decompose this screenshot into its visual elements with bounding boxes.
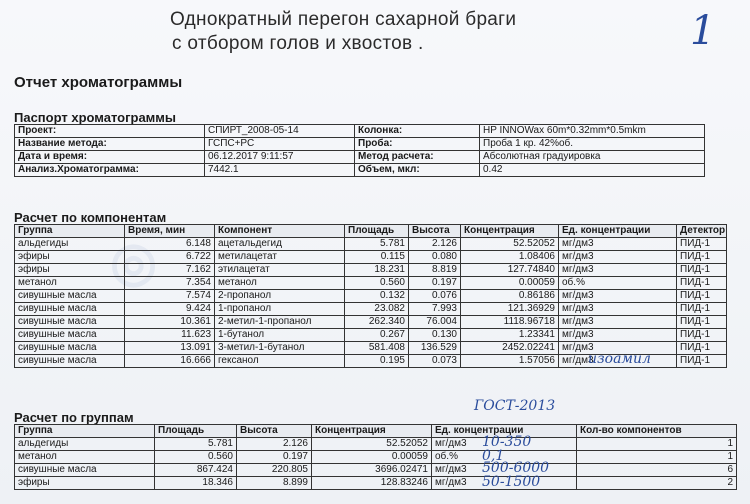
groups-cell: 6 (577, 464, 737, 477)
passport-label: Анализ.Хроматограмма: (15, 164, 205, 177)
components-cell: 127.74840 (461, 264, 559, 277)
components-cell: 1.57056 (461, 355, 559, 368)
components-cell: мг/дм3 (559, 329, 677, 342)
passport-row (15, 164, 705, 177)
components-cell: мг/дм3 (559, 238, 677, 251)
components-cell: 0.267 (345, 329, 409, 342)
components-cell: 262.340 (345, 316, 409, 329)
passport-value: 06.12.2017 9:11:57 (205, 151, 355, 164)
passport-label: Колонка: (355, 125, 480, 138)
components-cell: 1-бутанол (215, 329, 345, 342)
components-cell: ПИД-1 (677, 251, 727, 264)
passport-label: Название метода: (15, 138, 205, 151)
groups-cell: мг/дм3 (432, 477, 577, 490)
passport-label: Дата и время: (15, 151, 205, 164)
components-cell: сивушные масла (15, 342, 125, 355)
components-cell: 0.197 (409, 277, 461, 290)
groups-cell: 18.346 (155, 477, 237, 490)
groups-column-header: Ед. концентрации (432, 425, 577, 438)
components-cell: 0.080 (409, 251, 461, 264)
components-cell: ПИД-1 (677, 316, 727, 329)
components-cell: мг/дм3 (559, 303, 677, 316)
components-cell: мг/дм3 (559, 290, 677, 303)
groups-cell: 1 (577, 438, 737, 451)
groups-cell: 52.52052 (312, 438, 432, 451)
passport-section-title: Паспорт хроматограммы (14, 110, 177, 125)
table-row (15, 290, 727, 303)
components-column-header: Компонент (215, 225, 345, 238)
components-cell: 7.993 (409, 303, 461, 316)
components-cell: 0.130 (409, 329, 461, 342)
passport-value: СПИРТ_2008-05-14 (205, 125, 355, 138)
passport-label: Объем, мкл: (355, 164, 480, 177)
components-cell: мг/дм3 (559, 251, 677, 264)
handwritten-page-number: 1 (690, 8, 716, 54)
components-cell: этилацетат (215, 264, 345, 277)
components-cell: 0.00059 (461, 277, 559, 290)
components-cell: 0.195 (345, 355, 409, 368)
components-cell: 23.082 (345, 303, 409, 316)
components-cell: ПИД-1 (677, 303, 727, 316)
components-cell: 7.354 (125, 277, 215, 290)
handwritten-limit: 10-350 (482, 434, 532, 450)
components-cell: ПИД-1 (677, 342, 727, 355)
table-row (15, 464, 737, 477)
passport-label: Метод расчета: (355, 151, 480, 164)
groups-cell: 1 (577, 451, 737, 464)
components-cell: ПИД-1 (677, 277, 727, 290)
components-cell: 5.781 (345, 238, 409, 251)
groups-cell: 128.83246 (312, 477, 432, 490)
document-title (170, 8, 630, 56)
components-cell: 6.148 (125, 238, 215, 251)
components-column-header: Высота (409, 225, 461, 238)
components-cell: сивушные масла (15, 329, 125, 342)
components-cell: ПИД-1 (677, 355, 727, 368)
components-cell: 581.408 (345, 342, 409, 355)
groups-cell: 2.126 (237, 438, 312, 451)
passport-row (15, 125, 705, 138)
components-cell: 8.819 (409, 264, 461, 277)
groups-section-title: Расчет по группам (14, 410, 134, 425)
watermark-graphic: ◎ (110, 232, 162, 292)
passport-value: ГСПС+РС (205, 138, 355, 151)
groups-table (14, 424, 737, 490)
passport-table (14, 124, 705, 177)
components-cell: ПИД-1 (677, 264, 727, 277)
groups-cell: 8.899 (237, 477, 312, 490)
passport-value: 7442.1 (205, 164, 355, 177)
groups-cell: 0.00059 (312, 451, 432, 464)
components-cell: 0.86186 (461, 290, 559, 303)
groups-cell: 0.197 (237, 451, 312, 464)
components-cell: 11.623 (125, 329, 215, 342)
components-cell: мг/дм3 (559, 316, 677, 329)
components-cell: 1-пропанол (215, 303, 345, 316)
groups-cell: об.% (432, 451, 577, 464)
components-cell: об.% (559, 277, 677, 290)
components-cell: метанол (215, 277, 345, 290)
components-cell: сивушные масла (15, 290, 125, 303)
handwritten-gost-note: ГОСТ-2013 (474, 398, 556, 414)
table-row (15, 329, 727, 342)
components-column-header: Ед. концентрации (559, 225, 677, 238)
components-cell: сивушные масла (15, 316, 125, 329)
passport-value: Проба 1 кр. 42%об. (480, 138, 705, 151)
groups-cell: альдегиды (15, 438, 155, 451)
components-cell: ПИД-1 (677, 329, 727, 342)
groups-cell: эфиры (15, 477, 155, 490)
components-cell: альдегиды (15, 238, 125, 251)
components-cell: 2.126 (409, 238, 461, 251)
passport-row (15, 138, 705, 151)
components-cell: метилацетат (215, 251, 345, 264)
title-line-1: Однократный перегон сахарной браги (170, 9, 517, 30)
groups-column-header: Группа (15, 425, 155, 438)
components-column-header: Площадь (345, 225, 409, 238)
components-cell: 0.076 (409, 290, 461, 303)
table-row (15, 264, 727, 277)
components-cell: 0.115 (345, 251, 409, 264)
components-cell: 0.073 (409, 355, 461, 368)
handwritten-limit: 0,1 (482, 448, 505, 464)
components-cell: метанол (15, 277, 125, 290)
table-row (15, 251, 727, 264)
table-row (15, 438, 737, 451)
table-row (15, 451, 737, 464)
groups-column-header: Кол-во компонентов (577, 425, 737, 438)
components-cell: ацетальдегид (215, 238, 345, 251)
components-cell: 2452.02241 (461, 342, 559, 355)
components-cell: 13.091 (125, 342, 215, 355)
components-column-header: Время, мин (125, 225, 215, 238)
components-cell: мг/дм3 (559, 355, 677, 368)
table-row (15, 303, 727, 316)
components-cell: 0.560 (345, 277, 409, 290)
groups-cell: 220.805 (237, 464, 312, 477)
title-line-2: с отбором голов и хвостов . (172, 33, 424, 54)
table-row (15, 277, 727, 290)
components-cell: 9.424 (125, 303, 215, 316)
groups-cell: сивушные масла (15, 464, 155, 477)
components-column-header: Детектор (677, 225, 727, 238)
table-row (15, 316, 727, 329)
components-cell: 1.08406 (461, 251, 559, 264)
groups-cell: 867.424 (155, 464, 237, 477)
components-cell: сивушные масла (15, 303, 125, 316)
components-cell: 76.004 (409, 316, 461, 329)
groups-cell: 0.560 (155, 451, 237, 464)
components-section-title: Расчет по компонентам (14, 210, 167, 225)
components-cell: мг/дм3 (559, 264, 677, 277)
components-cell: гексанол (215, 355, 345, 368)
groups-cell: мг/дм3 (432, 438, 577, 451)
components-cell: 10.361 (125, 316, 215, 329)
table-row (15, 238, 727, 251)
groups-column-header: Концентрация (312, 425, 432, 438)
passport-row (15, 151, 705, 164)
passport-value: HP INNOWax 60m*0.32mm*0.5mkm (480, 125, 705, 138)
components-column-header: Концентрация (461, 225, 559, 238)
components-cell: 0.132 (345, 290, 409, 303)
components-cell: мг/дм3 (559, 342, 677, 355)
groups-column-header: Площадь (155, 425, 237, 438)
components-cell: 136.529 (409, 342, 461, 355)
components-cell: сивушные масла (15, 355, 125, 368)
components-cell: ПИД-1 (677, 238, 727, 251)
report-title: Отчет хроматограммы (14, 74, 183, 91)
groups-column-header: Высота (237, 425, 312, 438)
components-cell: эфиры (15, 264, 125, 277)
components-cell: 121.36929 (461, 303, 559, 316)
components-cell: 7.162 (125, 264, 215, 277)
components-column-header: Группа (15, 225, 125, 238)
components-cell: 16.666 (125, 355, 215, 368)
groups-cell: 2 (577, 477, 737, 490)
groups-cell: 5.781 (155, 438, 237, 451)
components-cell: 1.23341 (461, 329, 559, 342)
passport-label: Проект: (15, 125, 205, 138)
components-table (14, 224, 727, 368)
handwritten-isoamyl-note: изоамил (588, 351, 651, 367)
passport-value: 0.42 (480, 164, 705, 177)
components-cell: 1118.96718 (461, 316, 559, 329)
components-cell: 3-метил-1-бутанол (215, 342, 345, 355)
passport-label: Проба: (355, 138, 480, 151)
table-row (15, 477, 737, 490)
components-cell: 52.52052 (461, 238, 559, 251)
components-cell: 6.722 (125, 251, 215, 264)
groups-cell: 3696.02471 (312, 464, 432, 477)
handwritten-limit: 500-6000 (482, 460, 550, 476)
groups-cell: метанол (15, 451, 155, 464)
handwritten-limit: 50-1500 (482, 474, 541, 490)
components-cell: 18.231 (345, 264, 409, 277)
components-cell: ПИД-1 (677, 290, 727, 303)
passport-value: Абсолютная градуировка (480, 151, 705, 164)
components-cell: 2-метил-1-пропанол (215, 316, 345, 329)
components-cell: эфиры (15, 251, 125, 264)
components-cell: 7.574 (125, 290, 215, 303)
groups-cell: мг/дм3 (432, 464, 577, 477)
components-cell: 2-пропанол (215, 290, 345, 303)
